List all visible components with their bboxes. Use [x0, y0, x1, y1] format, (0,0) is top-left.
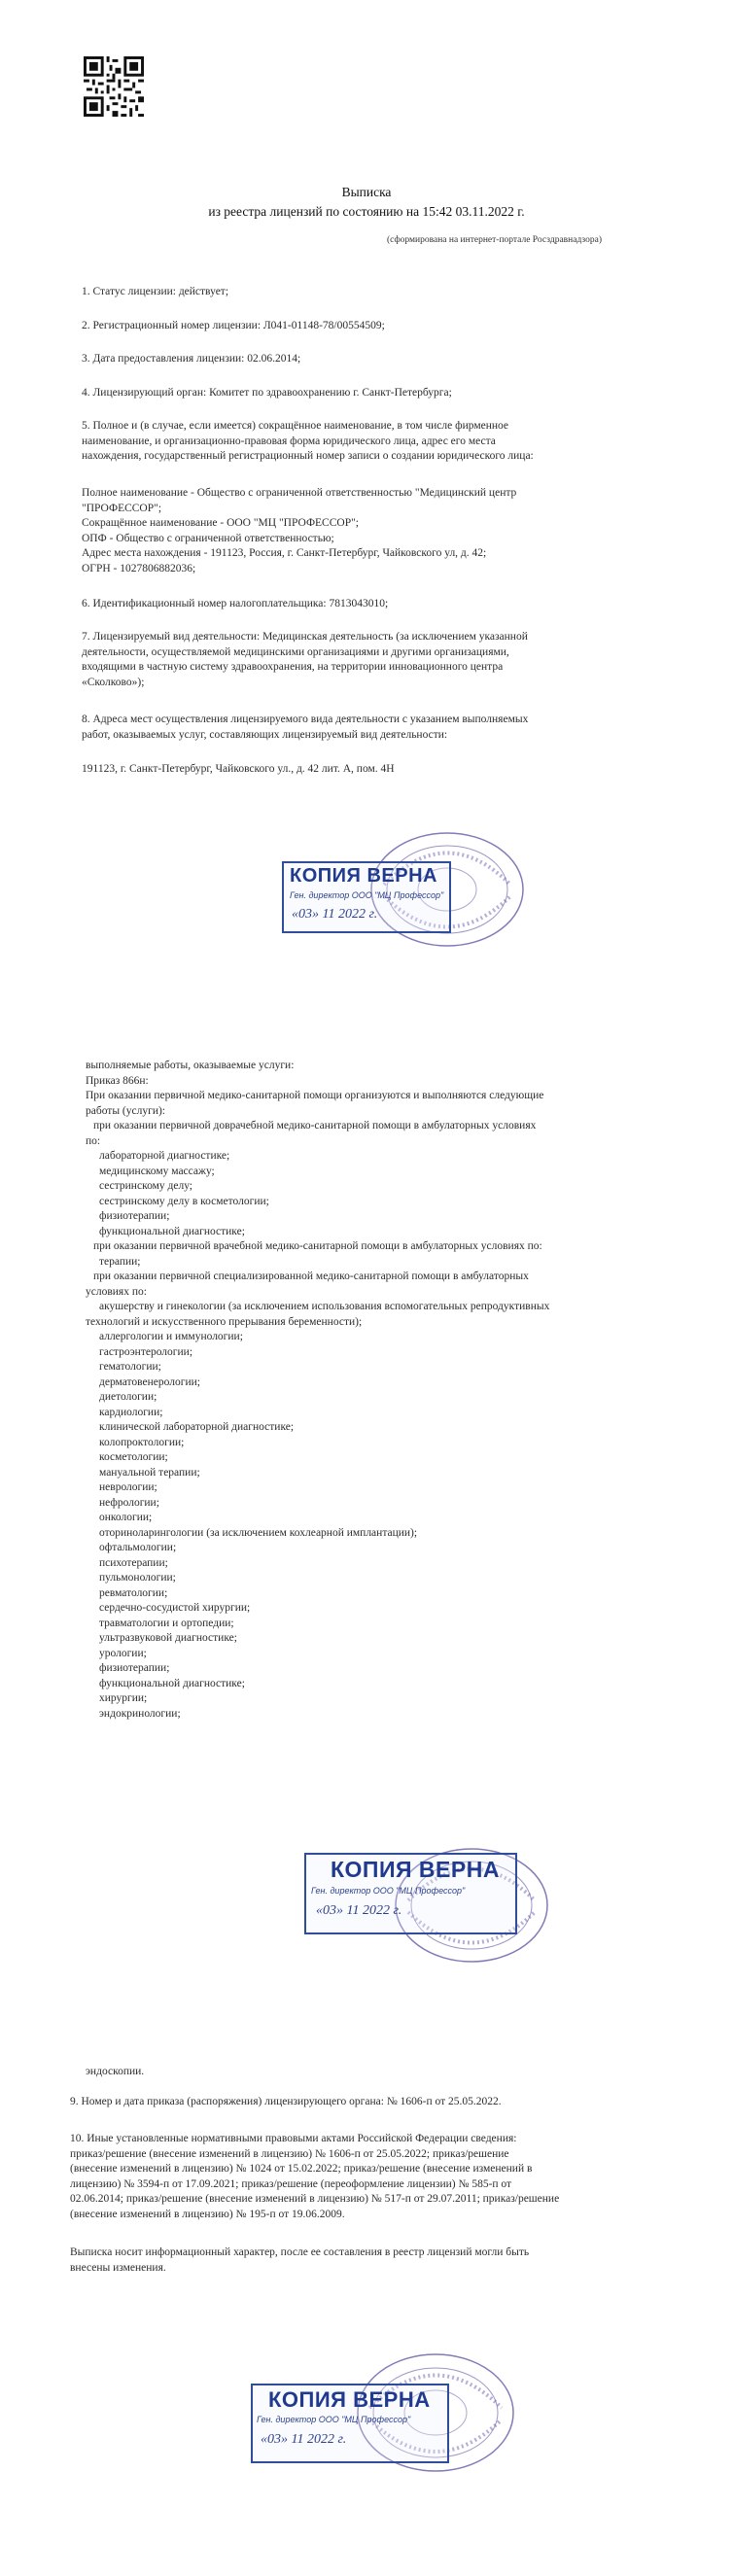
service-line: колопроктологии;: [99, 1436, 185, 1448]
service-line: работы (услуги):: [86, 1104, 165, 1117]
service-line: гастроэнтерологии;: [99, 1345, 193, 1358]
service-line: Приказ 866н:: [86, 1074, 149, 1087]
service-line: гематологии;: [99, 1361, 161, 1373]
source-note: (сформирована на интернет-портале Росздравнадзора): [387, 235, 602, 245]
qr-code: [84, 56, 144, 117]
stamp-date: «03» 11 2022 г.: [316, 1903, 402, 1918]
service-line: дерматовенерологии;: [99, 1375, 200, 1388]
activity-address: 191123, г. Санкт-Петербург, Чайковского ул., д. 42 лит. А, пом. 4Н: [82, 763, 395, 775]
item-5-heading: 5. Полное и (в случае, если имеется) сокращённое наименование, в том числе фирменное наименование, и организационно-правовая форма юридического лица, адрес его места нахождения, государственный регистрационный номер записи о создании юридического лица:: [82, 420, 534, 462]
service-line: технологий и искусственного прерывания беременности);: [86, 1315, 363, 1328]
service-line: функциональной диагностике;: [99, 1677, 245, 1689]
service-line: функциональной диагностике;: [99, 1225, 245, 1237]
item-10-other-info: 10. Иные установленные нормативными правовыми актами Российской Федерации сведения: приказ/решение (внесение изменений в лицензию) № 1606-п от 25.05.2022; приказ/решение (внесение изменений в лицензию) № 1024 от 15.02.2022; приказ/решение (внесение изменений в лицензию) № 3594-п от 17.09.2021; приказ/решение (переоформление лицензии) № 585-п от 02.06.2014; приказ/решение (внесение изменений в лицензию) № 517-п от 29.07.2011; приказ/решение (внесение изменений в лицензию) № 195-п от 19.06.2009.: [70, 2133, 560, 2220]
service-line: при оказании первичной врачебной медико-санитарной помощи в амбулаторных условиях по:: [93, 1240, 542, 1252]
service-line: офтальмологии;: [99, 1542, 177, 1553]
item-4-authority: 4. Лицензирующий орган: Комитет по здравоохранению г. Санкт-Петербурга;: [82, 387, 452, 399]
item-9-order: 9. Номер и дата приказа (распоряжения) лицензирующего органа: № 1606-п от 25.05.2022.: [70, 2096, 502, 2107]
service-line: нефрологии;: [99, 1496, 159, 1509]
service-line: при оказании первичной специализированной медико-санитарной помощи в амбулаторных: [93, 1271, 529, 1282]
stamp-title: КОПИЯ ВЕРНА: [331, 1857, 500, 1882]
stamp-title: КОПИЯ ВЕРНА: [268, 2387, 431, 2412]
service-line: условиях по:: [86, 1285, 147, 1298]
organization-details: Полное наименование - Общество с ограниченной ответственностью "Медицинский центр "ПРОФЕССОР"; Сокращённое наименование - ООО "МЦ "ПРОФЕССОР"; ОПФ - Общество с ограниченной ответственностью; Адрес места нахождения - 191123, Россия, г. Санкт-Петербург, Чайковского ул, д. 42; ОГРН - 1027806882036;: [82, 487, 517, 574]
service-line: терапии;: [99, 1255, 141, 1268]
service-line: аллергологии и иммунологии;: [99, 1331, 243, 1342]
service-line: мануальной терапии;: [99, 1466, 200, 1479]
service-line: физиотерапии;: [99, 1210, 170, 1222]
service-line: по:: [86, 1134, 101, 1147]
item-7-activity: 7. Лицензируемый вид деятельности: Медицинская деятельность (за исключением указанной деятельности, осуществляемой медицинскими организациями и другими организациями, входящими в частную систему здравоохранения, на территории инновационного центра «Сколково»);: [82, 631, 528, 688]
stamp-date: «03» 11 2022 г.: [292, 907, 378, 922]
service-line: выполняемые работы, оказываемые услуги:: [86, 1060, 295, 1071]
document-subtitle: из реестра лицензий по состоянию на 15:42 03.11.2022 г.: [208, 204, 525, 219]
stamp-signer: Ген. директор ООО "МЦ Профессор": [257, 2415, 411, 2424]
service-line: травматологии и ортопедии;: [99, 1617, 234, 1629]
service-line: сестринскому делу;: [99, 1180, 192, 1192]
service-line: при оказании первичной доврачебной медико-санитарной помощи в амбулаторных условиях: [93, 1120, 537, 1131]
service-line: лабораторной диагностике;: [99, 1150, 230, 1162]
service-line: акушерству и гинекологии (за исключением использования вспомогательных репродуктивных: [99, 1301, 550, 1312]
service-line: онкологии;: [99, 1512, 153, 1523]
service-line: урологии;: [99, 1647, 147, 1659]
item-6-inn: 6. Идентификационный номер налогоплательщика: 7813043010;: [82, 598, 389, 609]
service-line: кардиологии;: [99, 1406, 163, 1418]
stamp-date: «03» 11 2022 г.: [261, 2432, 347, 2447]
service-line: диетологии;: [99, 1391, 157, 1403]
stamp-signer: Ген. директор ООО "МЦ Профессор": [290, 890, 444, 900]
item-8-heading: 8. Адреса мест осуществления лицензируемого вида деятельности с указанием выполняемых работ, оказываемых услуг, составляющих лицензируемый вид деятельности:: [82, 714, 529, 741]
item-3-date: 3. Дата предоставления лицензии: 02.06.2014;: [82, 353, 301, 365]
service-line: ревматологии;: [99, 1586, 168, 1599]
service-line: сестринскому делу в косметологии;: [99, 1195, 269, 1207]
service-line: оториноларингологии (за исключением кохлеарной имплантации);: [99, 1526, 418, 1539]
service-line: ультразвуковой диагностике;: [99, 1632, 237, 1644]
service-line: медицинскому массажу;: [99, 1165, 215, 1177]
stamp-title: КОПИЯ ВЕРНА: [290, 865, 437, 887]
service-line: хирургии;: [99, 1692, 148, 1704]
services-list: [86, 1059, 549, 1722]
service-line: косметологии;: [99, 1451, 168, 1463]
item-2-reg-number: 2. Регистрационный номер лицензии: Л041-01148-78/00554509;: [82, 320, 385, 331]
disclaimer: Выписка носит информационный характер, после ее составления в реестр лицензий могли быть внесены изменения.: [70, 2246, 530, 2274]
service-line: эндокринологии;: [99, 1707, 181, 1720]
service-line: сердечно-сосудистой хирургии;: [99, 1602, 251, 1614]
service-line: пульмонологии;: [99, 1572, 176, 1584]
service-line: клинической лабораторной диагностике;: [99, 1421, 295, 1433]
service-line: психотерапии;: [99, 1556, 168, 1569]
service-line: При оказании первичной медико-санитарной помощи организуются и выполняются следующие: [86, 1090, 544, 1101]
service-line: физиотерапии;: [99, 1662, 170, 1674]
stamp-signer: Ген. директор ООО "МЦ Профессор": [311, 1886, 466, 1896]
document-title: Выписка: [341, 185, 392, 199]
service-line: неврологии;: [99, 1481, 157, 1493]
item-1-status: 1. Статус лицензии: действует;: [82, 286, 229, 297]
continued-service: эндоскопии.: [86, 2066, 145, 2077]
